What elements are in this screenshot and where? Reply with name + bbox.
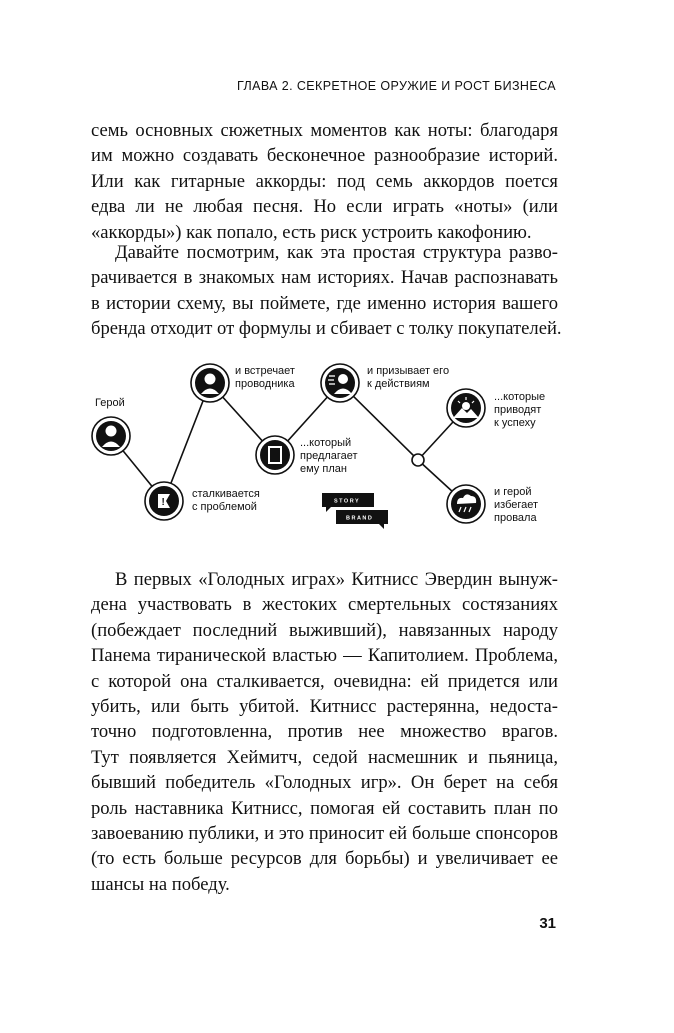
hero-label: Герой <box>95 397 125 409</box>
text-line: в истории схему, вы поймете, где именно история вашего <box>91 292 558 314</box>
guide-person-icon <box>205 374 216 385</box>
hero-node <box>92 417 130 455</box>
guide-node <box>191 364 229 402</box>
text-line: бренда отходит от формулы и сбивает с толку покупателей. <box>91 318 562 340</box>
text-line: Тут появляется Хеймитч, седой насмешник и пьяница, <box>91 746 558 768</box>
text-line: с которой она сталкивается, очевидна: ей придется или <box>91 670 558 692</box>
plan-node <box>256 436 294 474</box>
guide-label: и встречает проводника <box>235 365 295 390</box>
text-line: едва ли не любая песня. Но если играть «ноты» (или <box>91 196 558 218</box>
person-with-speed-lines-icon <box>338 374 348 384</box>
hero-person-icon <box>106 426 117 437</box>
storybrand-diagram <box>0 350 674 540</box>
paragraph-1 <box>91 118 558 245</box>
running-header: ГЛАВА 2. СЕКРЕТНОЕ ОРУЖИЕ И РОСТ БИЗНЕСА <box>237 79 556 93</box>
text-line: рачивается в знакомых нам историях. Начав распознавать <box>91 267 558 289</box>
text-line: (то есть больше ресурсов для борьбы) и увеличивает ее <box>91 848 558 870</box>
page-number: 31 <box>539 915 556 932</box>
success-label: ...которые приводят к успеху <box>494 391 546 429</box>
svg-text:BRAND: BRAND <box>346 515 374 522</box>
text-line: точно подготовленна, против нее множество врагов. <box>91 721 558 743</box>
text-line: роль наставника Китнисс, помогая ей составить план по <box>91 797 558 819</box>
paragraph-2 <box>91 240 562 342</box>
text-line: убить, или быть убитой. Китнисс растерянна, недоста- <box>91 695 558 717</box>
text-line: дена участвовать в жестоких смертельных состязаниях <box>91 594 558 616</box>
action-node <box>321 364 359 402</box>
svg-text:STORY: STORY <box>334 498 361 505</box>
text-line: завоеванию публики, и это приносит ей больше спонсоров <box>91 822 558 844</box>
failure-node <box>447 485 485 523</box>
text-line: «аккорды») как попало, есть риск устроить какофонию. <box>91 221 532 243</box>
sun-over-mountain-icon <box>462 402 470 410</box>
text-line: семь основных сюжетных моментов как ноты: благодаря <box>91 120 558 141</box>
paragraph-3 <box>91 567 558 897</box>
problem-label: сталкивается с проблемой <box>192 488 260 513</box>
text-line: (побеждает последний выживший), навязанных народу <box>91 619 558 641</box>
success-node <box>447 389 485 427</box>
text-line: бывший победитель «Голодных игр». Он берет на себя <box>91 772 558 794</box>
plan-label: ...который предлагает ему план <box>300 437 358 475</box>
action-label: и призывает его к действиям <box>367 365 450 390</box>
text-line: шансы на победу. <box>91 873 230 895</box>
failure-label: и герой избегает провала <box>494 486 539 524</box>
problem-node <box>145 482 183 520</box>
text-line: им можно создавать бесконечное разнообразие историй. <box>91 145 558 167</box>
text-line: В первых «Голодных играх» Китнисс Эвердин вынуж- <box>115 569 558 590</box>
svg-text:!: ! <box>161 497 165 508</box>
branch-point <box>412 454 424 466</box>
text-line: Панема тиранической властью — Капитолием. Проблема, <box>91 645 558 667</box>
text-line: Давайте посмотрим, как эта простая структура разво- <box>115 242 558 263</box>
text-line: Или как гитарные аккорды: под семь аккордов поется <box>91 170 558 192</box>
storybrand-logo <box>322 493 388 529</box>
